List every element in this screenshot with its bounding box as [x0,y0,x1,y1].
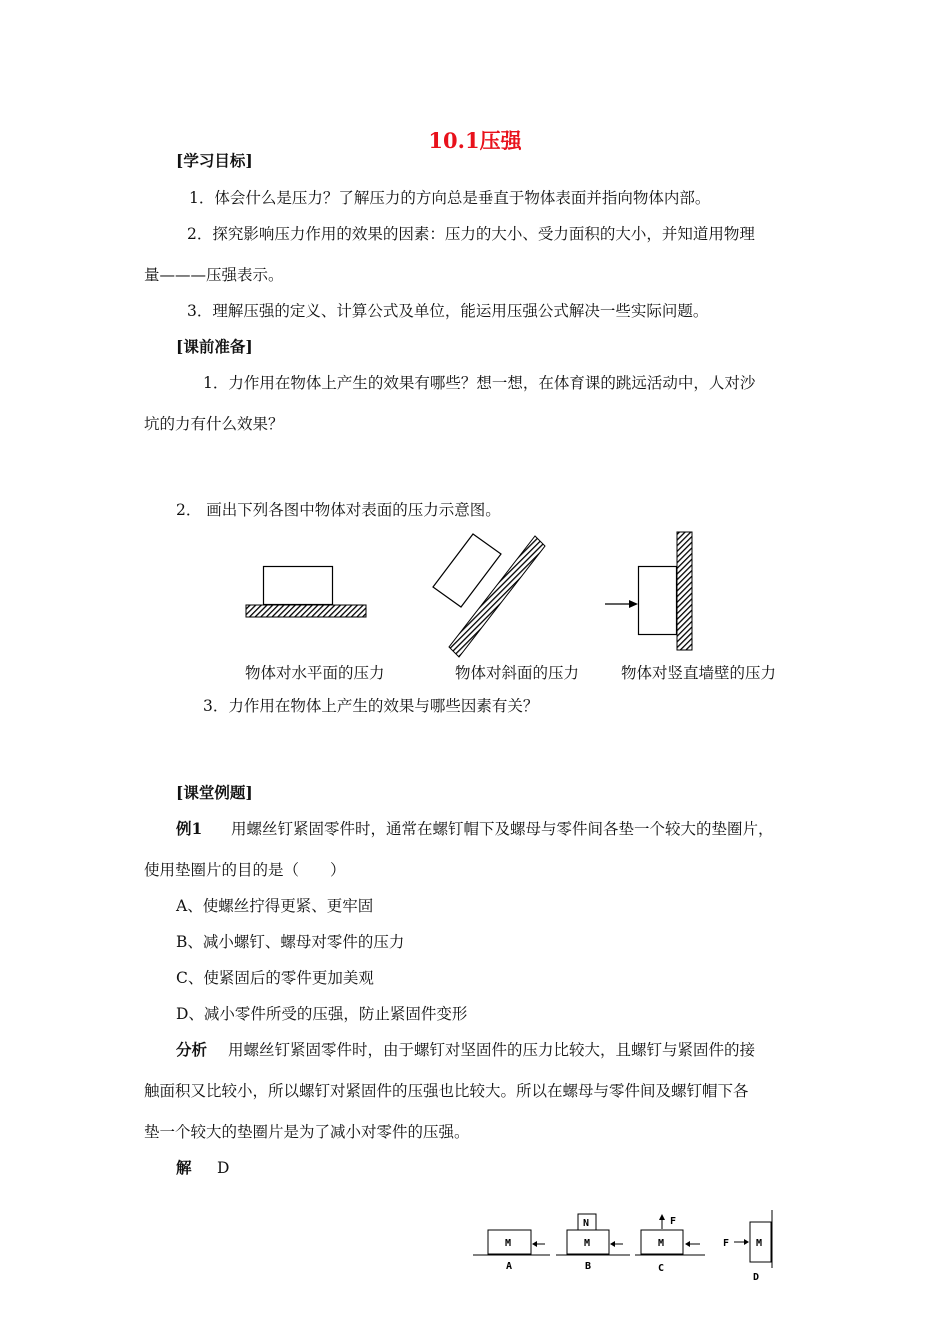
caption-horizontal: 物体对水平面的压力 [245,664,385,682]
fig-c-up-arrow [659,1214,665,1220]
figure-c [635,1214,705,1274]
fig-a-arrow [532,1241,537,1247]
prep-q1-line1: 1．力作用在物体上产生的效果有哪些？想一想，在体育课的跳远活动中，人对沙 [203,374,756,392]
option-a: A、使螺丝拧得更紧、更牢固 [176,897,374,915]
caption-incline: 物体对斜面的压力 [455,664,580,682]
goal-item-3: 3．理解压强的定义、计算公式及单位，能运用压强公式解决一些实际问题。 [187,302,709,320]
goals-heading: [学习目标] [176,151,253,170]
fig-d-block-label: M [756,1238,763,1249]
fig-a-label: A [506,1261,513,1272]
fig-c-block-label: M [658,1238,665,1249]
fig-d-label: D [753,1272,760,1283]
option-c: C、使紧固后的零件更加美观 [176,969,374,987]
example-line1: 用螺丝钉紧固零件时，通常在螺钉帽下及螺母与零件间各垫一个较大的垫圈片， [231,820,774,838]
fig-c-label: C [658,1263,665,1274]
example-label: 例1 [176,819,203,838]
figure-b [556,1214,630,1272]
prep-q2: 2． 画出下列各图中物体对表面的压力示意图。 [176,501,501,519]
fig-b-top-label: N [583,1218,590,1229]
prep-q3: 3．力作用在物体上产生的效果与哪些因素有关？ [203,697,539,715]
fig-a-block-label: M [505,1238,512,1249]
analysis-label: 分析 [176,1040,208,1059]
fig-b-label: B [585,1261,592,1272]
fig-d-arrow [744,1239,749,1245]
prep-heading: [课前准备] [176,337,253,356]
fig-b-arrow [610,1241,615,1247]
figure-d [723,1210,772,1283]
analysis-line1: 用螺丝钉紧固零件时，由于螺钉对坚固件的压力比较大，且螺钉与紧固件的接 [228,1041,756,1059]
analysis-line2: 触面积又比较小，所以螺钉对紧固件的压强也比较大。所以在螺母与零件间及螺钉帽下各 [144,1082,749,1100]
option-b: B、减小螺钉、螺母对零件的压力 [176,933,405,951]
page-title: 10.1压强 [428,128,522,153]
prep-q1-line2: 坑的力有什么效果？ [144,415,284,433]
example-heading: [课堂例题] [176,783,253,802]
goal-item-2-cont: 量———压强表示。 [144,266,284,284]
fig-d-force-label: F [723,1238,730,1249]
fig-b-block-label: M [584,1238,591,1249]
answer-value: D [217,1159,230,1177]
goal-item-2: 2．探究影响压力作用的效果的因素：压力的大小、受力面积的大小，并知道用物理 [187,225,755,243]
example-line2: 使用垫圈片的目的是（ ） [144,861,346,879]
goal-item-1: 1．体会什么是压力？了解压力的方向总是垂直于物体表面并指向物体内部。 [189,189,711,207]
figure-a [473,1230,550,1272]
answer-label: 解 [176,1158,192,1177]
fig-c-arrow [685,1241,690,1247]
caption-wall: 物体对竖直墙壁的压力 [621,664,777,682]
fig-c-force-label: F [670,1216,677,1227]
analysis-line3: 垫一个较大的垫圈片是为了减小对零件的压强。 [144,1123,470,1141]
option-d: D、减小零件所受的压强，防止紧固件变形 [176,1005,468,1023]
